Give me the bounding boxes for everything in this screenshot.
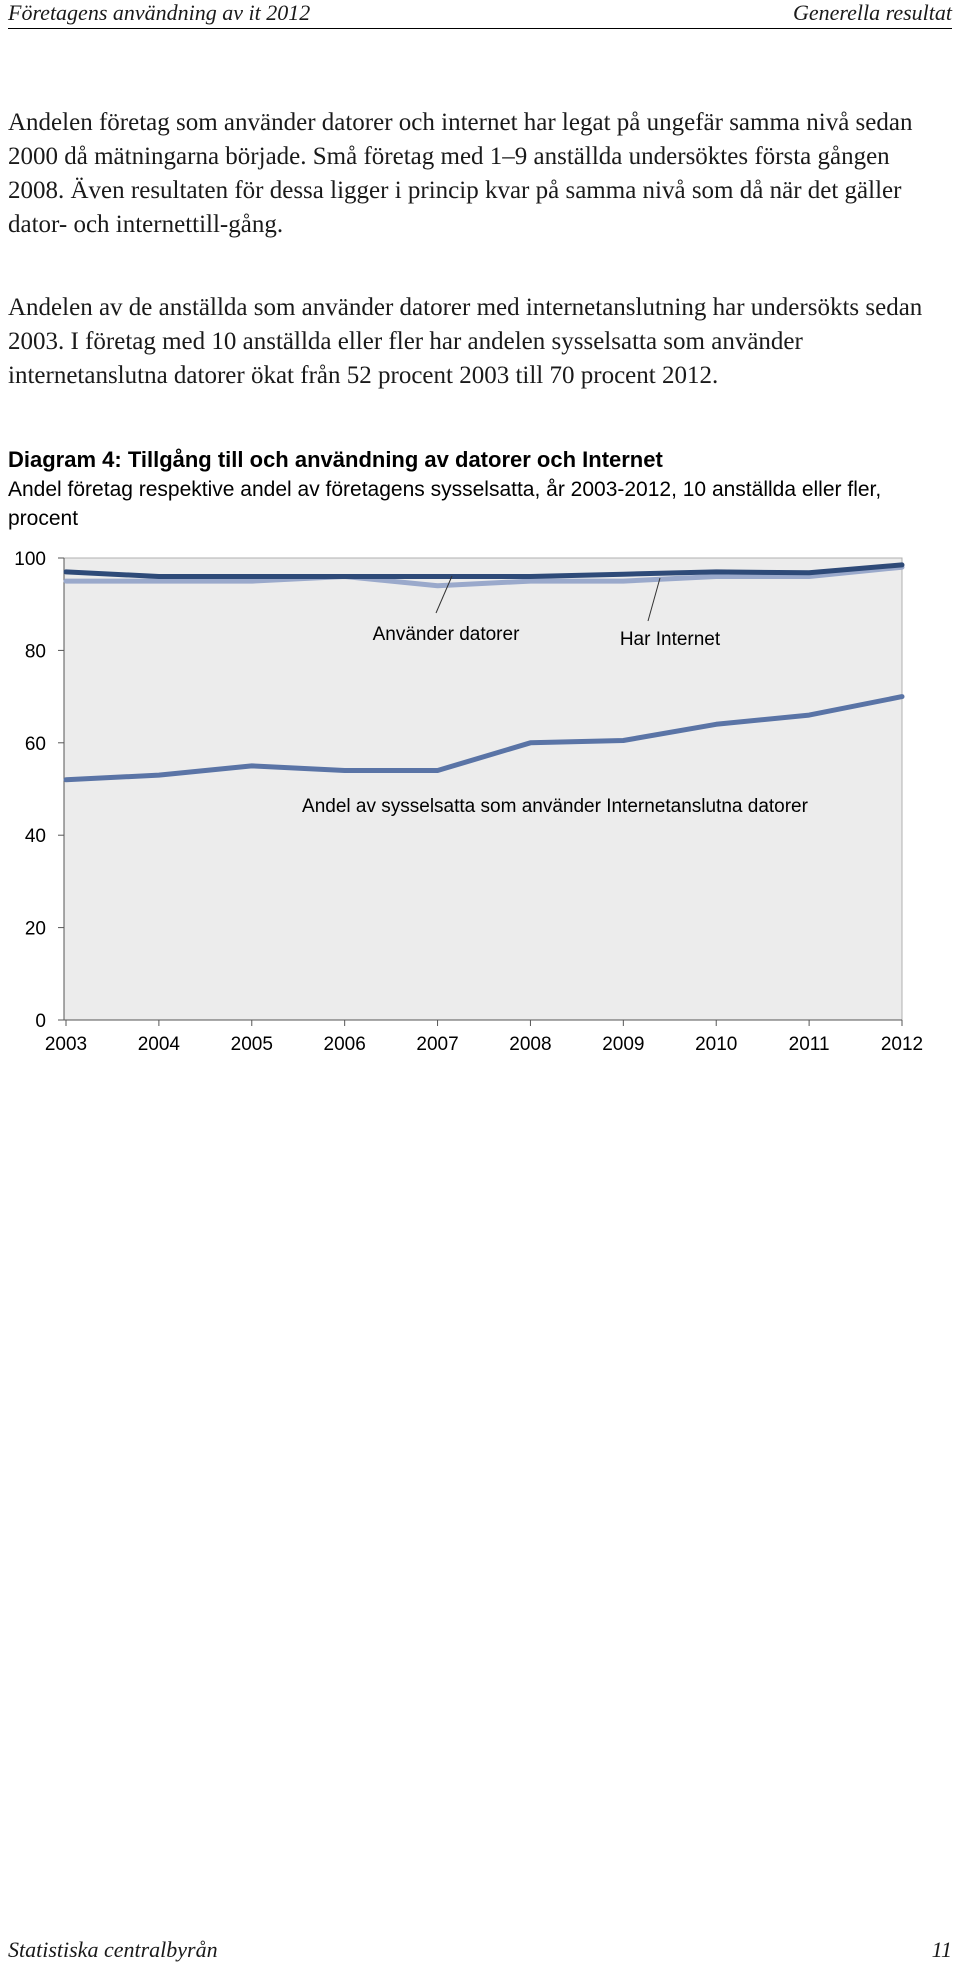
series-annotation-2: Har Internet (619, 629, 721, 650)
y-tick-label: 60 (24, 733, 46, 755)
page-number: 11 (931, 1937, 952, 1962)
x-tick-label: 2003 (44, 1034, 88, 1055)
y-tick-label: 80 (24, 641, 46, 663)
diagram-subtitle: Andel företag respektive andel av företagens sysselsatta, år 2003-2012, 10 anställda eller fler, procent (8, 478, 882, 530)
body-paragraph-1: Andelen företag som använder datorer och internet har legat på ungefär samma nivå sedan 2000 då mätningarna började. Små företag med 1–9 anställda undersöktes första gången 2008. Även resultaten för dessa ligger i princip kvar på samma nivå som då när det gäller dator- och internettill-gång. (8, 109, 913, 238)
header-title: Företagens användning av it 2012 (8, 0, 311, 25)
y-tick-label: 0 (35, 1011, 46, 1032)
x-tick-label: 2004 (137, 1034, 181, 1055)
body-paragraph-2: Andelen av de anställda som använder datorer med internetanslutning har undersökts sedan 2003. I företag med 10 anställda eller fler har andelen sysselsatta som använder internetanslutna datorer ökat från 52 procent 2003 till 70 procent 2012. (8, 294, 923, 389)
x-tick-label: 2010 (695, 1034, 738, 1055)
y-axis (14, 549, 64, 1032)
diagram-title: Diagram 4: Tillgång till och användning av datorer och Internet (8, 447, 663, 472)
footer-publisher: Statistiska centralbyrån (8, 1937, 218, 1962)
x-tick-label: 2011 (788, 1034, 830, 1055)
page-header (8, 0, 952, 29)
series-annotation-3: Andel av sysselsatta som använder Internetanslutna datorer (302, 796, 808, 817)
y-tick-label: 20 (24, 918, 46, 940)
x-tick-label: 2009 (602, 1034, 645, 1055)
x-axis (45, 1020, 923, 1055)
line-chart (0, 540, 960, 1060)
series-annotation-1: Använder datorer (372, 624, 520, 645)
header-section: Generella resultat (792, 0, 952, 25)
y-tick-label: 100 (14, 549, 46, 570)
y-tick-label: 40 (24, 826, 46, 848)
x-tick-label: 2005 (230, 1034, 273, 1055)
x-tick-label: 2007 (416, 1034, 459, 1055)
x-tick-label: 2008 (509, 1034, 552, 1055)
x-tick-label: 2006 (323, 1034, 366, 1055)
x-tick-label: 2012 (880, 1034, 924, 1055)
